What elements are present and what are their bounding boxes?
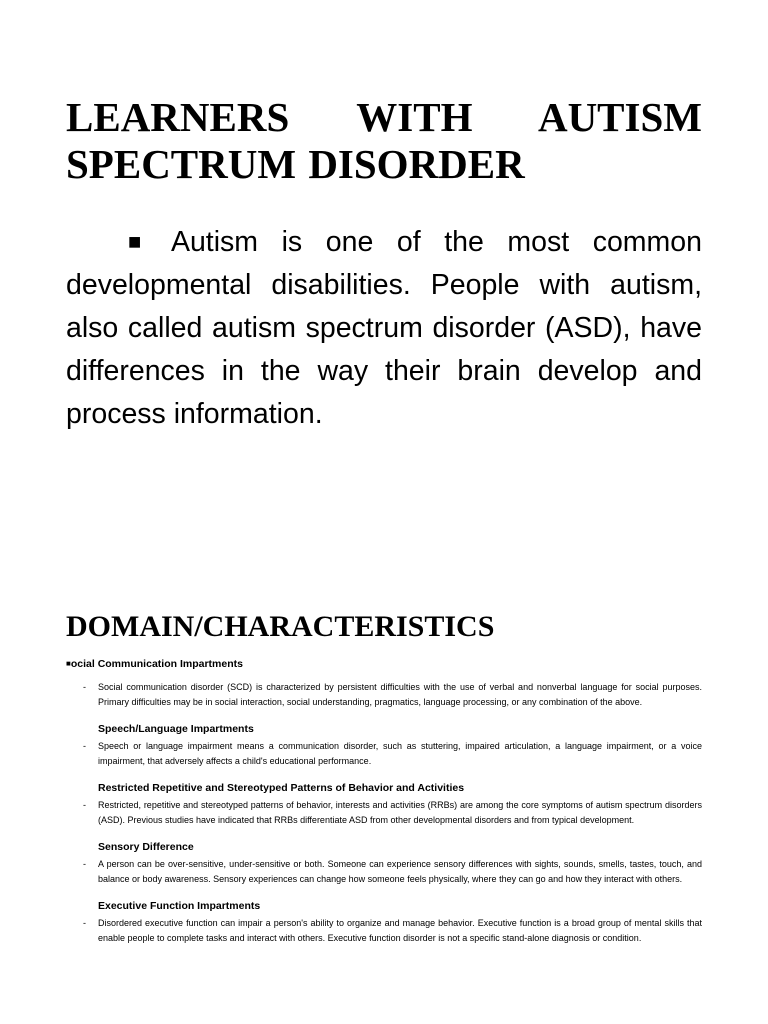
list-item bbox=[66, 916, 702, 946]
dash-bullet: - bbox=[83, 800, 86, 810]
intro-paragraph bbox=[66, 220, 702, 436]
item-heading-restricted-repetitive: Restricted Repetitive and Stereotyped Patterns of Behavior and Activities bbox=[98, 782, 465, 794]
intro-text: Autism is one of the most common developmental disabilities. People with autism, also called autism spectrum disorder (ASD), have differences in the way their brain develop and process information. bbox=[66, 226, 702, 430]
item-heading-speech-language: Speech/Language Impartments bbox=[98, 723, 254, 735]
list-item-text: Social communication disorder (SCD) is characterized by persistent difficulties with the use of verbal and nonverbal language for social purposes. Primary difficulties may be in social interaction, social understanding, pragmatics, language processing, or any combination of the above. bbox=[98, 682, 702, 707]
dash-bullet: - bbox=[83, 918, 86, 928]
item-heading-sensory-difference: Sensory Difference bbox=[98, 841, 194, 853]
item-heading-executive-function: Executive Function Impartments bbox=[98, 900, 261, 912]
square-bullet-icon: ■ bbox=[128, 229, 157, 254]
list-item bbox=[66, 857, 702, 887]
title-line-2: SPECTRUM DISORDER bbox=[66, 141, 525, 187]
page-title bbox=[66, 94, 702, 188]
section-heading: DOMAIN/CHARACTERISTICS bbox=[66, 610, 495, 643]
list-item bbox=[66, 680, 702, 710]
item-heading-social-communication bbox=[66, 656, 702, 672]
characteristics-list bbox=[66, 656, 702, 958]
list-item-text: Disordered executive function can impair a person's ability to organize and manage behavior. Executive function is a broad group of mental skills that enable people to complete tasks and interact with others. Executive function disorder is not a specific stand-alone diagnosis or condition. bbox=[98, 918, 702, 943]
list-item bbox=[66, 739, 702, 769]
list-item-text: Restricted, repetitive and stereotyped patterns of behavior, interests and activities (RRBs) are among the core symptoms of autism spectrum disorders (ASD). Previous studies have indicated that RRBs differentiate ASD from other developmental disorders and from typical development. bbox=[98, 800, 702, 825]
list-item-text: A person can be over-sensitive, under-sensitive or both. Someone can experience sensory differences with sights, sounds, smells, tastes, touch, and balance or body awareness. Sensory experiences can change how someone feels physically, where they can go and how they interact with others. bbox=[98, 859, 702, 884]
title-line-1: LEARNERS WITH AUTISM bbox=[66, 94, 702, 140]
dash-bullet: - bbox=[83, 859, 86, 869]
list-item bbox=[66, 798, 702, 828]
square-bullet-icon: ■ bbox=[66, 659, 71, 668]
dash-bullet: - bbox=[83, 741, 86, 751]
item-heading-text: ocial Communication Impartments bbox=[70, 658, 243, 670]
list-item-text: Speech or language impairment means a communication disorder, such as stuttering, impaired articulation, a language impairment, or a voice impairment, that adversely affects a child's educational performance. bbox=[98, 741, 702, 766]
dash-bullet: - bbox=[83, 682, 86, 692]
